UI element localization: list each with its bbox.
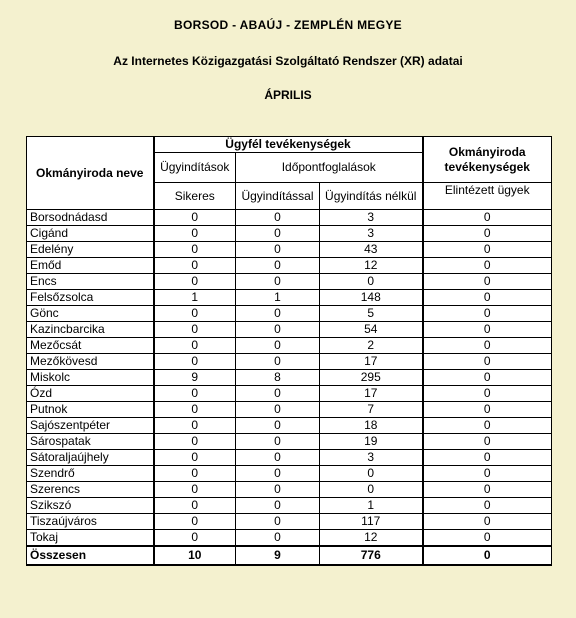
table-row xyxy=(27,498,552,514)
successful-cell: 0 xyxy=(154,514,236,530)
completed-cell: 0 xyxy=(423,498,552,514)
successful-cell: 0 xyxy=(154,482,236,498)
without-initiation-cell: 43 xyxy=(320,242,423,258)
without-initiation-header: Ügyindítás nélkül xyxy=(320,183,423,210)
completed-cell: 0 xyxy=(423,258,552,274)
table-row xyxy=(27,434,552,450)
without-initiation-cell: 2 xyxy=(320,338,423,354)
with-initiation-cell: 0 xyxy=(236,498,320,514)
without-initiation-cell: 17 xyxy=(320,354,423,370)
office-name-cell: Sátoraljaújhely xyxy=(27,450,154,466)
table-row xyxy=(27,226,552,242)
completed-cell: 0 xyxy=(423,226,552,242)
table-row xyxy=(27,418,552,434)
table-row xyxy=(27,322,552,338)
successful-header: Sikeres xyxy=(154,183,236,210)
completed-cell: 0 xyxy=(423,290,552,306)
with-initiation-header: Ügyindítással xyxy=(236,183,320,210)
with-initiation-cell: 0 xyxy=(236,242,320,258)
office-name-header: Okmányiroda neve xyxy=(27,137,154,210)
table-body xyxy=(27,210,552,547)
successful-cell: 0 xyxy=(154,338,236,354)
successful-cell: 0 xyxy=(154,498,236,514)
with-initiation-cell: 0 xyxy=(236,466,320,482)
total-completed: 0 xyxy=(423,546,552,565)
table-row xyxy=(27,306,552,322)
with-initiation-cell: 1 xyxy=(236,290,320,306)
with-initiation-cell: 0 xyxy=(236,354,320,370)
with-initiation-cell: 0 xyxy=(236,402,320,418)
county-title: BORSOD - ABAÚJ - ZEMPLÉN MEGYE xyxy=(174,18,402,32)
with-initiation-cell: 0 xyxy=(236,274,320,290)
month-title: ÁPRILIS xyxy=(264,88,312,102)
successful-cell: 1 xyxy=(154,290,236,306)
successful-cell: 0 xyxy=(154,258,236,274)
without-initiation-cell: 12 xyxy=(320,258,423,274)
without-initiation-cell: 0 xyxy=(320,466,423,482)
table-row xyxy=(27,402,552,418)
office-name-cell: Cigánd xyxy=(27,226,154,242)
client-activities-header: Ügyfél tevékenységek xyxy=(154,137,423,153)
table-row xyxy=(27,386,552,402)
successful-cell: 9 xyxy=(154,370,236,386)
total-with-initiation: 9 xyxy=(236,546,320,565)
completed-cell: 0 xyxy=(423,466,552,482)
table-row xyxy=(27,450,552,466)
office-name-cell: Mezőkövesd xyxy=(27,354,154,370)
report-subtitle: Az Internetes Közigazgatási Szolgáltató Rendszer (XR) adatai xyxy=(113,54,463,68)
total-label: Összesen xyxy=(27,546,154,565)
completed-cell: 0 xyxy=(423,386,552,402)
table-row xyxy=(27,258,552,274)
table-row xyxy=(27,530,552,547)
completed-cell: 0 xyxy=(423,402,552,418)
successful-cell: 0 xyxy=(154,306,236,322)
office-name-cell: Edelény xyxy=(27,242,154,258)
table-row xyxy=(27,370,552,386)
with-initiation-cell: 0 xyxy=(236,418,320,434)
office-name-cell: Sajószentpéter xyxy=(27,418,154,434)
with-initiation-cell: 0 xyxy=(236,338,320,354)
table-row xyxy=(27,290,552,306)
successful-cell: 0 xyxy=(154,434,236,450)
appointments-header: Időpontfoglalások xyxy=(236,153,423,183)
completed-cell: 0 xyxy=(423,274,552,290)
completed-cell: 0 xyxy=(423,242,552,258)
without-initiation-cell: 3 xyxy=(320,210,423,226)
without-initiation-cell: 17 xyxy=(320,386,423,402)
without-initiation-cell: 117 xyxy=(320,514,423,530)
office-name-cell: Miskolc xyxy=(27,370,154,386)
table-row xyxy=(27,274,552,290)
without-initiation-cell: 54 xyxy=(320,322,423,338)
office-name-cell: Encs xyxy=(27,274,154,290)
completed-cell: 0 xyxy=(423,354,552,370)
total-row xyxy=(27,546,552,565)
without-initiation-cell: 3 xyxy=(320,226,423,242)
office-name-cell: Putnok xyxy=(27,402,154,418)
completed-cases-header: Elintézett ügyek xyxy=(423,183,552,210)
without-initiation-cell: 295 xyxy=(320,370,423,386)
with-initiation-cell: 0 xyxy=(236,210,320,226)
completed-cell: 0 xyxy=(423,450,552,466)
completed-cell: 0 xyxy=(423,370,552,386)
with-initiation-cell: 0 xyxy=(236,482,320,498)
office-name-cell: Tiszaújváros xyxy=(27,514,154,530)
with-initiation-cell: 0 xyxy=(236,226,320,242)
with-initiation-cell: 0 xyxy=(236,322,320,338)
table-row xyxy=(27,242,552,258)
with-initiation-cell: 0 xyxy=(236,530,320,547)
office-name-cell: Felsőzsolca xyxy=(27,290,154,306)
office-name-cell: Borsodnádasd xyxy=(27,210,154,226)
successful-cell: 0 xyxy=(154,322,236,338)
table-row xyxy=(27,482,552,498)
completed-cell: 0 xyxy=(423,338,552,354)
table-row xyxy=(27,210,552,226)
without-initiation-cell: 18 xyxy=(320,418,423,434)
successful-cell: 0 xyxy=(154,402,236,418)
successful-cell: 0 xyxy=(154,242,236,258)
initiations-header: Ügyindítások xyxy=(154,153,236,183)
without-initiation-cell: 0 xyxy=(320,274,423,290)
without-initiation-cell: 12 xyxy=(320,530,423,547)
completed-cell: 0 xyxy=(423,530,552,547)
with-initiation-cell: 8 xyxy=(236,370,320,386)
without-initiation-cell: 148 xyxy=(320,290,423,306)
without-initiation-cell: 1 xyxy=(320,498,423,514)
total-without-initiation: 776 xyxy=(320,546,423,565)
table-row xyxy=(27,354,552,370)
with-initiation-cell: 0 xyxy=(236,514,320,530)
without-initiation-cell: 19 xyxy=(320,434,423,450)
office-name-cell: Kazincbarcika xyxy=(27,322,154,338)
office-name-cell: Szikszó xyxy=(27,498,154,514)
with-initiation-cell: 0 xyxy=(236,258,320,274)
total-successful: 10 xyxy=(154,546,236,565)
completed-cell: 0 xyxy=(423,210,552,226)
successful-cell: 0 xyxy=(154,210,236,226)
completed-cell: 0 xyxy=(423,514,552,530)
successful-cell: 0 xyxy=(154,450,236,466)
office-name-cell: Mezőcsát xyxy=(27,338,154,354)
with-initiation-cell: 0 xyxy=(236,386,320,402)
without-initiation-cell: 5 xyxy=(320,306,423,322)
successful-cell: 0 xyxy=(154,386,236,402)
completed-cell: 0 xyxy=(423,306,552,322)
completed-cell: 0 xyxy=(423,482,552,498)
office-name-cell: Sárospatak xyxy=(27,434,154,450)
with-initiation-cell: 0 xyxy=(236,450,320,466)
successful-cell: 0 xyxy=(154,530,236,547)
successful-cell: 0 xyxy=(154,354,236,370)
without-initiation-cell: 3 xyxy=(320,450,423,466)
office-name-cell: Szendrő xyxy=(27,466,154,482)
without-initiation-cell: 0 xyxy=(320,482,423,498)
successful-cell: 0 xyxy=(154,418,236,434)
office-name-cell: Gönc xyxy=(27,306,154,322)
completed-cell: 0 xyxy=(423,322,552,338)
completed-cell: 0 xyxy=(423,418,552,434)
office-name-cell: Emőd xyxy=(27,258,154,274)
with-initiation-cell: 0 xyxy=(236,306,320,322)
office-name-cell: Ózd xyxy=(27,386,154,402)
office-activities-header: Okmányiroda tevékenységek xyxy=(423,137,552,183)
without-initiation-cell: 7 xyxy=(320,402,423,418)
with-initiation-cell: 0 xyxy=(236,434,320,450)
table-row xyxy=(27,338,552,354)
successful-cell: 0 xyxy=(154,274,236,290)
statistics-table xyxy=(26,136,552,566)
office-name-cell: Tokaj xyxy=(27,530,154,547)
table-row xyxy=(27,466,552,482)
completed-cell: 0 xyxy=(423,434,552,450)
office-name-cell: Szerencs xyxy=(27,482,154,498)
successful-cell: 0 xyxy=(154,226,236,242)
successful-cell: 0 xyxy=(154,466,236,482)
table-row xyxy=(27,514,552,530)
